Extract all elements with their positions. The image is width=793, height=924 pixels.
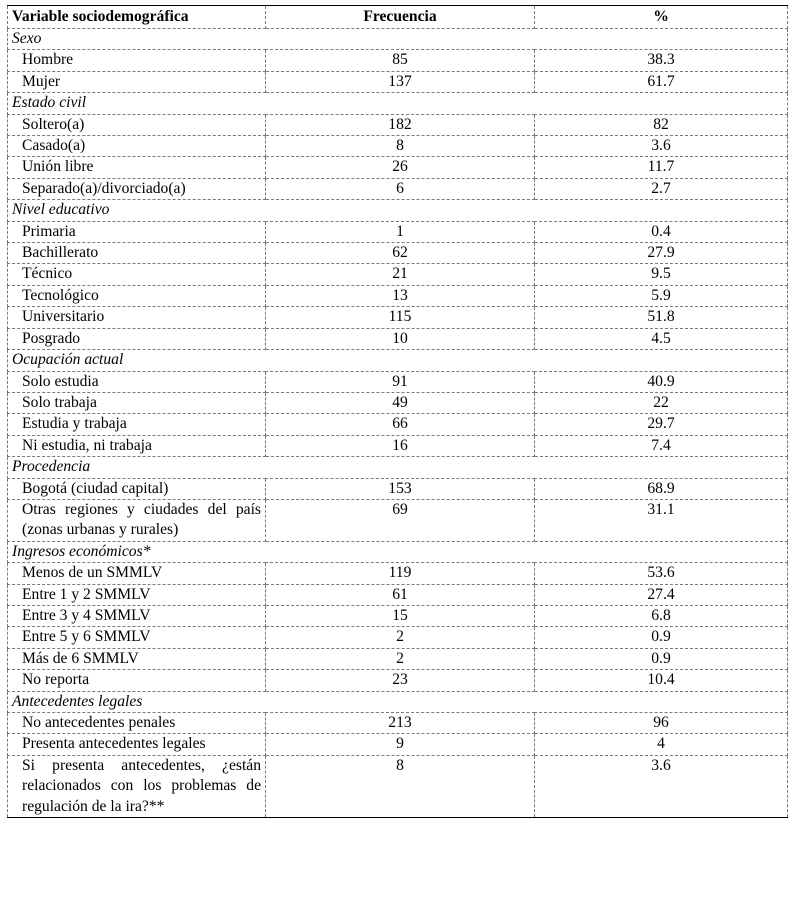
row-frequency: 16: [266, 435, 535, 456]
table-row: [8, 328, 788, 349]
table-row: [8, 627, 788, 648]
category-row: [8, 350, 788, 371]
row-label: Otras regiones y ciudades del país (zonas urbanas y rurales): [8, 499, 266, 541]
category-row: [8, 541, 788, 562]
row-label: Primaria: [8, 221, 266, 242]
row-percent: 10.4: [535, 670, 788, 691]
row-frequency: 182: [266, 114, 535, 135]
table-row: [8, 307, 788, 328]
table-row: [8, 136, 788, 157]
row-percent: 9.5: [535, 264, 788, 285]
category-row: [8, 29, 788, 50]
table-row: [8, 584, 788, 605]
category-label: Ocupación actual: [8, 350, 788, 371]
row-label: Entre 1 y 2 SMMLV: [8, 584, 266, 605]
table-row: [8, 414, 788, 435]
row-percent: 0.9: [535, 627, 788, 648]
table-row: [8, 50, 788, 71]
row-label: Entre 3 y 4 SMMLV: [8, 605, 266, 626]
table-row: [8, 243, 788, 264]
row-frequency: 85: [266, 50, 535, 71]
row-label: Técnico: [8, 264, 266, 285]
table-row: [8, 157, 788, 178]
row-percent: 31.1: [535, 499, 788, 541]
row-label: Si presenta antecedentes, ¿están relacionados con los problemas de regulación de la ira?**: [8, 755, 266, 817]
table-row: [8, 670, 788, 691]
row-frequency: 26: [266, 157, 535, 178]
table-row: [8, 499, 788, 541]
row-percent: 27.4: [535, 584, 788, 605]
row-label: Presenta antecedentes legales: [8, 734, 266, 755]
row-frequency: 49: [266, 392, 535, 413]
row-label: Ni estudia, ni trabaja: [8, 435, 266, 456]
row-frequency: 13: [266, 285, 535, 306]
table-row: [8, 605, 788, 626]
category-label: Ingresos económicos*: [8, 541, 788, 562]
category-row: [8, 691, 788, 712]
table-row: [8, 178, 788, 199]
table-row: [8, 264, 788, 285]
row-percent: 61.7: [535, 71, 788, 92]
row-percent: 53.6: [535, 563, 788, 584]
row-percent: 22: [535, 392, 788, 413]
row-percent: 3.6: [535, 755, 788, 817]
row-label: Separado(a)/divorciado(a): [8, 178, 266, 199]
category-label: Sexo: [8, 29, 788, 50]
category-label: Antecedentes legales: [8, 691, 788, 712]
row-label: Solo trabaja: [8, 392, 266, 413]
row-percent: 0.4: [535, 221, 788, 242]
row-percent: 11.7: [535, 157, 788, 178]
row-label: Posgrado: [8, 328, 266, 349]
category-label: Estado civil: [8, 93, 788, 114]
row-frequency: 21: [266, 264, 535, 285]
row-frequency: 62: [266, 243, 535, 264]
table-row: [8, 371, 788, 392]
row-label: Hombre: [8, 50, 266, 71]
row-label: Bachillerato: [8, 243, 266, 264]
row-frequency: 8: [266, 136, 535, 157]
row-frequency: 119: [266, 563, 535, 584]
row-percent: 7.4: [535, 435, 788, 456]
row-percent: 29.7: [535, 414, 788, 435]
row-label: Universitario: [8, 307, 266, 328]
category-row: [8, 200, 788, 221]
table-row: [8, 734, 788, 755]
row-percent: 82: [535, 114, 788, 135]
row-percent: 3.6: [535, 136, 788, 157]
header-percent: %: [535, 6, 788, 29]
row-label: No reporta: [8, 670, 266, 691]
table-row: [8, 114, 788, 135]
row-label: Estudia y trabaja: [8, 414, 266, 435]
row-percent: 6.8: [535, 605, 788, 626]
row-percent: 4.5: [535, 328, 788, 349]
row-frequency: 1: [266, 221, 535, 242]
category-row: [8, 93, 788, 114]
row-frequency: 23: [266, 670, 535, 691]
table-row: [8, 478, 788, 499]
category-label: Nivel educativo: [8, 200, 788, 221]
header-variable: Variable sociodemográfica: [8, 6, 266, 29]
row-percent: 0.9: [535, 648, 788, 669]
table-row: [8, 648, 788, 669]
row-percent: 40.9: [535, 371, 788, 392]
row-percent: 51.8: [535, 307, 788, 328]
category-label: Procedencia: [8, 457, 788, 478]
category-row: [8, 457, 788, 478]
row-percent: 5.9: [535, 285, 788, 306]
row-percent: 96: [535, 713, 788, 734]
row-label: Entre 5 y 6 SMMLV: [8, 627, 266, 648]
row-label: Tecnológico: [8, 285, 266, 306]
row-percent: 27.9: [535, 243, 788, 264]
row-percent: 38.3: [535, 50, 788, 71]
row-frequency: 2: [266, 648, 535, 669]
table-row: [8, 713, 788, 734]
row-label: Mujer: [8, 71, 266, 92]
table-body: [8, 29, 788, 818]
row-frequency: 115: [266, 307, 535, 328]
row-label: Unión libre: [8, 157, 266, 178]
table-row: [8, 435, 788, 456]
table-row: [8, 392, 788, 413]
row-frequency: 153: [266, 478, 535, 499]
row-label: Más de 6 SMMLV: [8, 648, 266, 669]
row-label: Menos de un SMMLV: [8, 563, 266, 584]
row-frequency: 213: [266, 713, 535, 734]
table-row: [8, 285, 788, 306]
row-label: Bogotá (ciudad capital): [8, 478, 266, 499]
row-label: No antecedentes penales: [8, 713, 266, 734]
row-frequency: 2: [266, 627, 535, 648]
table-row: [8, 221, 788, 242]
sociodemographic-table: [7, 5, 788, 818]
row-frequency: 15: [266, 605, 535, 626]
row-frequency: 137: [266, 71, 535, 92]
table-row: [8, 755, 788, 817]
row-label: Casado(a): [8, 136, 266, 157]
row-label: Soltero(a): [8, 114, 266, 135]
row-frequency: 10: [266, 328, 535, 349]
row-frequency: 69: [266, 499, 535, 541]
row-frequency: 8: [266, 755, 535, 817]
data-table-container: [7, 5, 787, 818]
row-frequency: 6: [266, 178, 535, 199]
row-frequency: 66: [266, 414, 535, 435]
table-row: [8, 71, 788, 92]
row-percent: 2.7: [535, 178, 788, 199]
row-percent: 4: [535, 734, 788, 755]
row-label: Solo estudia: [8, 371, 266, 392]
header-frequency: Frecuencia: [266, 6, 535, 29]
header-row: [8, 6, 788, 29]
row-frequency: 9: [266, 734, 535, 755]
row-frequency: 91: [266, 371, 535, 392]
table-row: [8, 563, 788, 584]
row-percent: 68.9: [535, 478, 788, 499]
row-frequency: 61: [266, 584, 535, 605]
